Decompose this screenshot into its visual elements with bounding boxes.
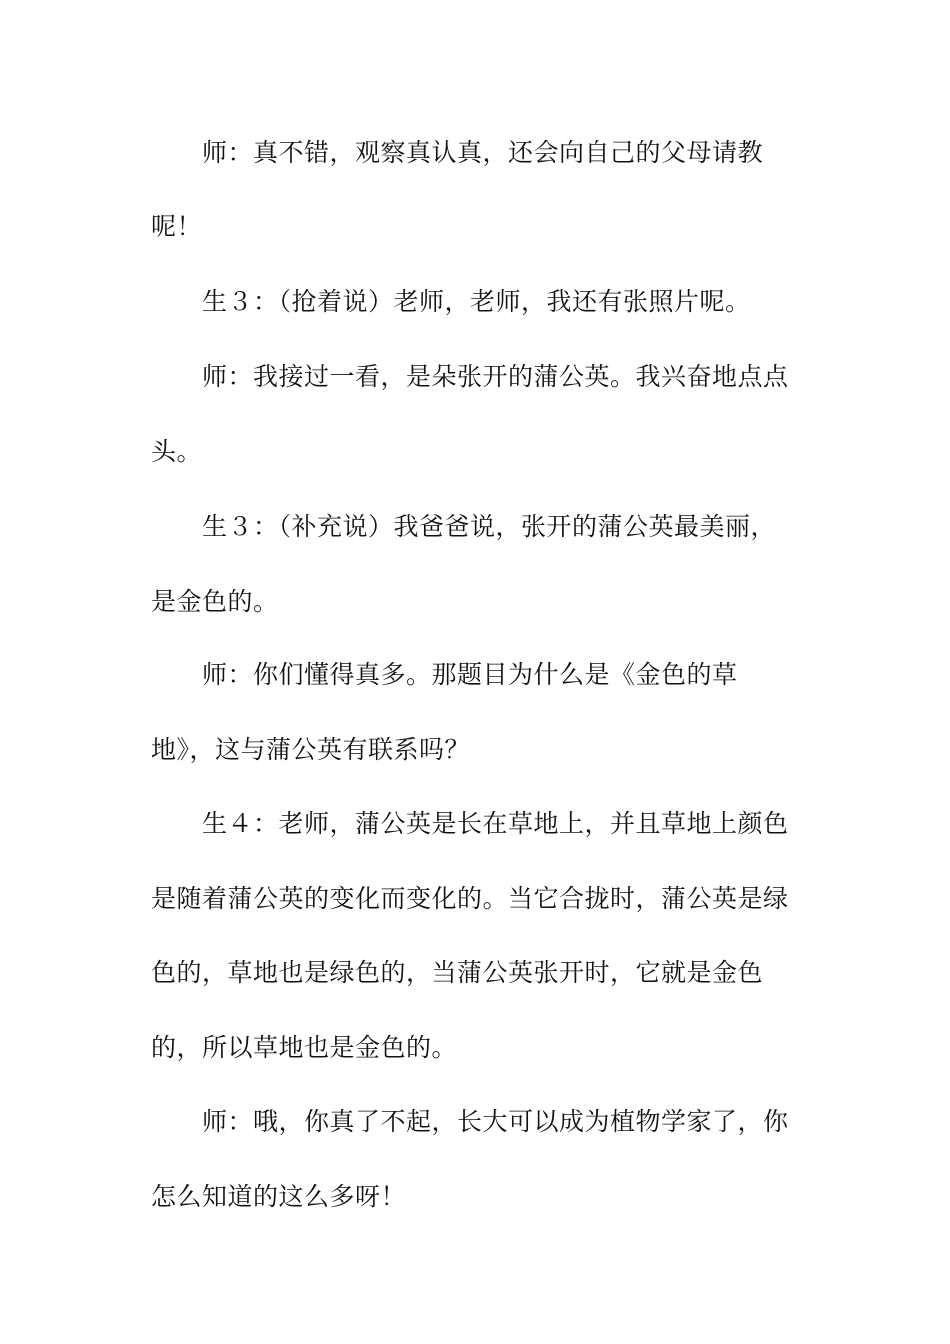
paragraph-line: 怎么知道的这么多呀！ (151, 1182, 407, 1211)
paragraph-line: 是随着蒲公英的变化而变化的。当它合拢时，蒲公英是绿 (151, 884, 789, 913)
paragraph-line: 头。 (151, 437, 203, 466)
paragraph-line: 是金色的。 (151, 587, 279, 616)
paragraph-line: 师：你们懂得真多。那题目为什么是《金色的草 (202, 660, 738, 689)
paragraph-line: 色的，草地也是绿色的，当蒲公英张开时，它就是金色 (151, 958, 764, 987)
paragraph-line: 地》，这与蒲公英有联系吗？ (151, 735, 471, 764)
paragraph-line: 呢！ (151, 212, 203, 241)
paragraph-line: 生３：（抢着说）老师，老师，我还有张照片呢。 (202, 287, 751, 316)
paragraph-line: 的，所以草地也是金色的。 (151, 1033, 458, 1062)
paragraph-line: 生４：老师，蒲公英是长在草地上，并且草地上颜色 (202, 809, 789, 838)
paragraph-line: 师：真不错，观察真认真，还会向自己的父母请教 (202, 138, 764, 167)
paragraph-line: 师：哦，你真了不起，长大可以成为植物学家了，你 (202, 1107, 789, 1136)
paragraph-line: 生３：（补充说）我爸爸说，张开的蒲公英最美丽， (202, 512, 777, 541)
paragraph-line: 师：我接过一看，是朵张开的蒲公英。我兴奋地点点 (202, 362, 789, 391)
